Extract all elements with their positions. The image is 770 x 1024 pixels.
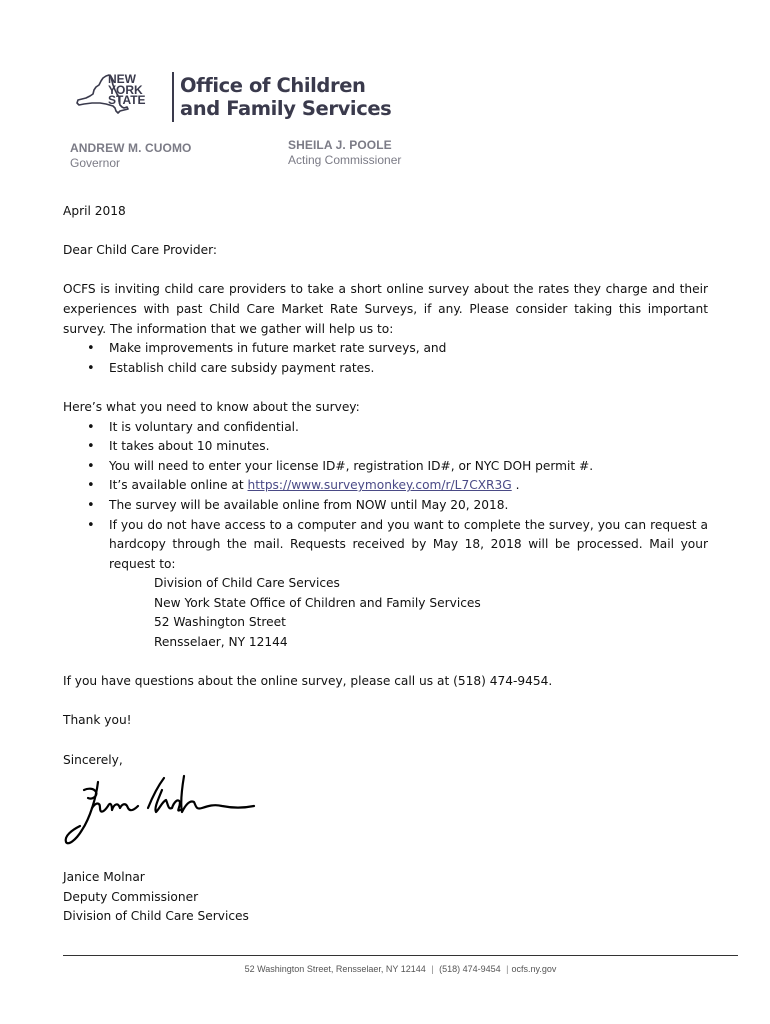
governor-block [70,141,192,170]
fact-online [63,476,708,496]
online-suffix: . [515,478,520,493]
signer-title: Deputy Commissioner [63,889,199,904]
fact-ids: • You will need to enter your license ID#, registration ID#, or NYC DOH permit #. [63,457,708,477]
wordmark-line-1: NEW [108,72,136,86]
salutation: Dear Child Care Provider: [63,243,218,258]
survey-facts-heading: Here’s what you need to know about the survey: [63,399,360,414]
commissioner-name: SHEILA J. POOLE [288,138,392,152]
new-york-state-wordmark [108,74,146,106]
purpose-list [63,339,708,378]
survey-link[interactable]: https://www.surveymonkey.com/r/L7CXR3G [247,478,512,493]
commissioner-title: Acting Commissioner [288,153,402,167]
letterhead-divider [172,72,174,122]
agency-name [180,74,391,120]
purpose-item: • Make improvements in future market rate surveys, and [63,339,708,359]
closing: Sincerely, [63,752,123,767]
footer-separator: | [431,964,434,974]
address-line: 52 Washington Street [154,615,286,630]
footer-separator: | [506,964,509,974]
signer-name: Janice Molnar [63,870,145,885]
agency-name-line-2: and Family Services [180,97,392,120]
fact-hardcopy: • If you do not have access to a computer and you want to complete the survey, you can request a hardcopy through the mail. Requests received by May 18, 2018 will be processed. Mail your request to: [63,516,708,575]
fact-duration: • It takes about 10 minutes. [63,437,708,457]
intro-paragraph: OCFS is inviting child care providers to take a short online survey about the rates they charge and their experiences with past Child Care Market Rate Surveys, if any. Please consider taking this important survey. The information that we gather will help us to: [63,282,708,336]
survey-facts-list [63,418,708,575]
footer-divider [63,955,738,956]
agency-name-line-1: Office of Children [180,74,366,97]
letter-date: April 2018 [63,204,126,218]
address-line: Division of Child Care Services [154,576,340,591]
governor-name: ANDREW M. CUOMO [70,141,192,155]
commissioner-block [288,138,401,167]
address-line: Rensselaer, NY 12144 [154,635,288,650]
fact-availability: • The survey will be available online from NOW until May 20, 2018. [63,496,708,516]
footer [63,964,738,974]
wordmark-line-3: STATE [108,93,146,107]
wordmark-line-2: YORK [108,82,143,97]
questions-paragraph: If you have questions about the online survey, please call us at (518) 474-9454. [63,674,553,689]
fact-voluntary: • It is voluntary and confidential. [63,418,708,438]
address-line: New York State Office of Children and Family Services [154,595,481,610]
ocfs-letterhead [72,66,402,126]
governor-title: Governor [70,156,121,170]
online-prefix: It’s available online at [109,478,244,493]
footer-phone: (518) 474-9454 [439,964,501,974]
mailing-address [63,574,708,652]
thanks: Thank you! [63,713,132,728]
footer-website[interactable]: ocfs.ny.gov [511,964,557,974]
handwritten-signature [62,768,262,850]
purpose-item: • Establish child care subsidy payment rates. [63,359,708,379]
footer-address: 52 Washington Street, Rensselaer, NY 12144 [244,964,426,974]
signer-division: Division of Child Care Services [63,909,249,924]
